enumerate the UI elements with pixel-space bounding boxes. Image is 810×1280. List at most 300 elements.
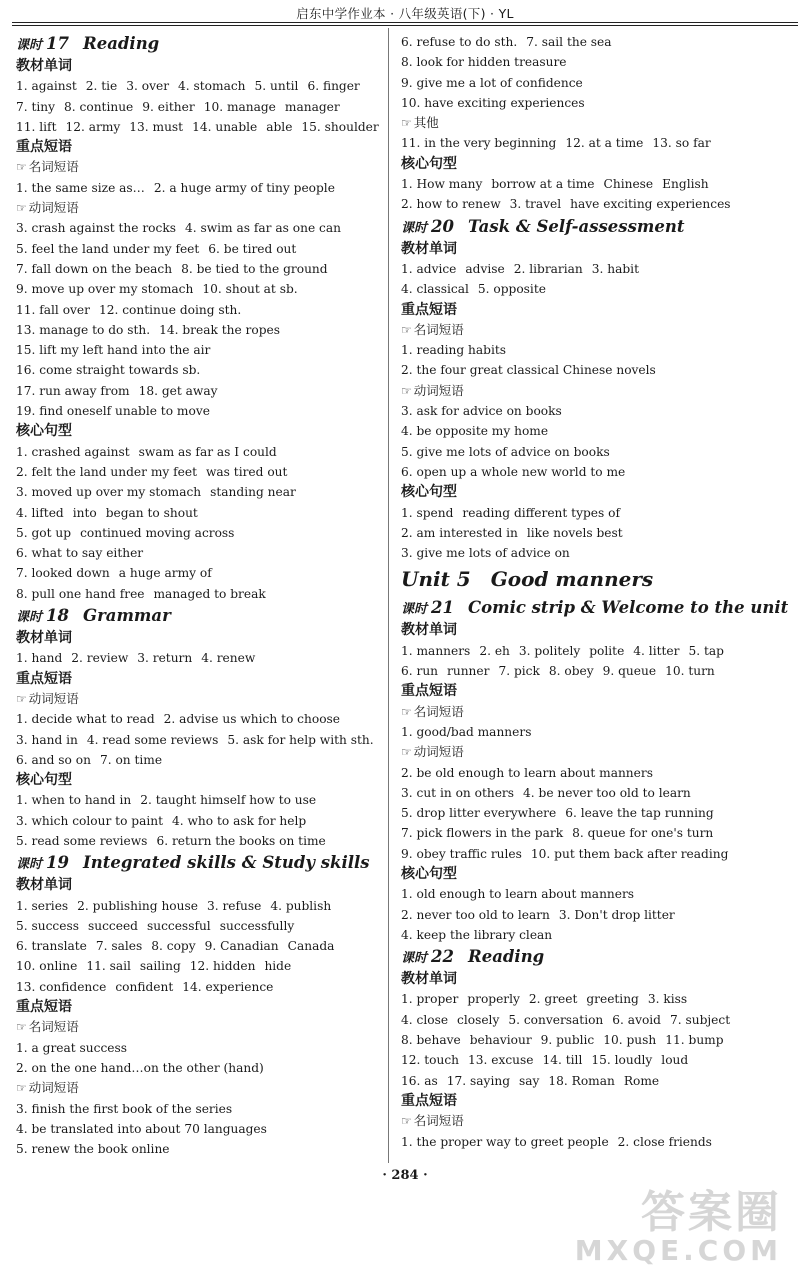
answer-line: [16, 503, 381, 523]
answer-item: swam as far as I could: [138, 444, 277, 459]
answer-item: 18. get away: [138, 383, 218, 398]
answer-line: [16, 956, 381, 976]
answer-item: 2. greet: [528, 992, 578, 1007]
lesson-heading: [16, 32, 381, 56]
page-number: · 284 ·: [382, 1168, 428, 1183]
answer-item: 5. success: [16, 918, 79, 933]
answer-item: 6. and so on: [16, 752, 91, 767]
answer-item: was tired out: [205, 464, 288, 479]
answer-line: [16, 442, 381, 462]
answer-item: 3. give me lots of advice on: [401, 546, 570, 561]
answer-item: confident: [115, 979, 174, 994]
answer-item: 6. be tired out: [208, 241, 297, 256]
answer-line: [401, 823, 796, 843]
section-heading: 核心句型: [401, 155, 457, 172]
answer-item: 1. How many: [401, 177, 483, 192]
answer-item: 4. renew: [201, 651, 256, 666]
section-heading: 核心句型: [401, 865, 457, 882]
lesson-title: Comic strip & Welcome to the unit: [467, 598, 789, 618]
answer-item: 16. as: [401, 1073, 438, 1088]
answer-item: 14. till: [542, 1053, 583, 1068]
answer-line: [401, 73, 796, 93]
section-heading: 核心句型: [16, 423, 72, 440]
subsection-heading: [401, 320, 796, 340]
answer-line: [401, 279, 796, 299]
subsection-heading: [16, 1078, 381, 1098]
answer-item: hide: [264, 959, 292, 974]
answer-line: [16, 709, 381, 729]
pointing-hand-icon: ☞: [16, 201, 27, 216]
answer-item: 6. avoid: [612, 1012, 661, 1027]
answer-item: 11. sail: [86, 959, 131, 974]
answer-item: 2. never too old to learn: [401, 907, 550, 922]
answer-item: 2. librarian: [513, 261, 583, 276]
lesson-tag: 课时: [16, 857, 43, 873]
lesson-title: Task & Self-assessment: [467, 216, 685, 236]
answer-item: 3. over: [126, 79, 170, 94]
answer-item: 5. read some reviews: [16, 833, 148, 848]
subsection-heading: [16, 689, 381, 709]
answer-line: [16, 1099, 381, 1119]
answer-item: 7. sail the sea: [526, 35, 612, 49]
answer-line: [16, 896, 381, 916]
answer-item: 8. look for hidden treasure: [401, 55, 567, 70]
answer-line: [401, 1030, 796, 1050]
answer-item: 7. tiny: [16, 99, 56, 114]
section-heading: 教材单词: [16, 630, 72, 647]
answer-item: 1. against: [16, 79, 77, 94]
answer-item: successfully: [219, 918, 295, 933]
answer-item: 2. review: [71, 651, 129, 666]
answer-item: into: [72, 505, 97, 520]
answer-item: 5. got up: [16, 525, 72, 540]
answer-item: have exciting experiences: [570, 197, 731, 212]
section-heading: 重点短语: [16, 670, 72, 687]
answer-item: 1. a great success: [16, 1040, 127, 1055]
answer-item: loud: [661, 1053, 689, 1068]
answer-line: [401, 340, 796, 360]
answer-line: [16, 916, 381, 936]
section-heading: 教材单词: [401, 240, 457, 257]
answer-item: 1. spend: [401, 505, 454, 520]
answer-item: 6. refuse to do sth.: [401, 35, 518, 49]
answer-line: [16, 977, 381, 997]
answer-line: [401, 989, 796, 1009]
answer-item: 7. pick flowers in the park: [401, 826, 564, 841]
answer-item: 4. be translated into about 70 languages: [16, 1121, 267, 1136]
answer-item: 5. opposite: [477, 282, 546, 297]
answer-item: 6. leave the tap running: [565, 806, 714, 821]
lesson-heading: [16, 604, 381, 628]
answer-item: reading different types of: [462, 505, 620, 520]
answer-item: 15. shoulder: [301, 119, 379, 134]
answer-line: [401, 803, 796, 823]
pointing-hand-icon: ☞: [401, 1114, 412, 1129]
lesson-number: 19: [46, 853, 69, 873]
answer-item: 2. tie: [85, 79, 118, 94]
lesson-tag: 课时: [401, 951, 428, 967]
answer-line: [16, 730, 381, 750]
subsection-heading: [16, 1017, 381, 1037]
answer-item: 4. be never too old to learn: [523, 785, 691, 800]
answer-item: polite: [589, 643, 625, 658]
answer-line: [401, 722, 796, 742]
answer-item: say: [519, 1073, 540, 1088]
answer-item: able: [266, 119, 293, 134]
lesson-heading: [16, 851, 381, 875]
answer-item: 7. sales: [95, 939, 143, 954]
answer-item: 4. be opposite my home: [401, 424, 549, 439]
header-rule-thin: [12, 25, 798, 26]
answer-item: succeed: [87, 918, 138, 933]
answer-item: 3. kiss: [647, 992, 688, 1007]
answer-item: greeting: [586, 992, 639, 1007]
answer-line: [401, 844, 796, 864]
answer-item: 1. crashed against: [16, 444, 130, 459]
answer-item: 18. Roman: [548, 1073, 615, 1088]
answer-item: manager: [284, 99, 340, 114]
answer-line: [16, 831, 381, 851]
pointing-hand-icon: ☞: [16, 1081, 27, 1096]
section-heading: 教材单词: [16, 877, 72, 894]
answer-line: [401, 133, 796, 153]
answer-item: 6. translate: [16, 939, 87, 954]
answer-item: 2. how to renew: [401, 197, 501, 212]
answer-item: 1. old enough to learn about manners: [401, 887, 635, 902]
answer-item: closely: [457, 1012, 500, 1027]
answer-item: 6. open up a whole new world to me: [401, 464, 626, 479]
section-heading: 重点短语: [401, 683, 457, 700]
answer-item: 5. tap: [688, 643, 724, 658]
answer-item: sailing: [139, 959, 181, 974]
answer-item: 5. conversation: [508, 1012, 604, 1027]
answer-line: [401, 1050, 796, 1070]
answer-item: 3. hand in: [16, 732, 78, 747]
answer-line: [16, 97, 381, 117]
answer-item: 8. be tied to the ground: [181, 261, 328, 276]
unit-title: Good manners: [490, 567, 654, 592]
answer-item: 17. saying: [446, 1073, 510, 1088]
answer-line: [16, 936, 381, 956]
answer-item: 9. either: [142, 99, 195, 114]
answer-line: [401, 462, 796, 482]
answer-line: [401, 421, 796, 441]
answer-item: 1. series: [16, 898, 69, 913]
answer-item: 4. litter: [633, 643, 680, 658]
answer-item: standing near: [210, 485, 296, 500]
answer-item: managed to break: [153, 586, 266, 601]
answer-item: 2. close friends: [617, 1134, 712, 1149]
subsection-label: 动词短语: [28, 1080, 79, 1096]
answer-line: [16, 360, 381, 380]
answer-item: 2. publishing house: [77, 898, 198, 913]
pointing-hand-icon: ☞: [401, 745, 412, 760]
answer-item: 5. until: [254, 79, 299, 94]
pointing-hand-icon: ☞: [16, 160, 27, 175]
answer-item: Canada: [287, 939, 335, 954]
answer-item: 3. which colour to paint: [16, 813, 163, 828]
answer-line: [16, 218, 381, 238]
answer-item: 8. copy: [151, 939, 196, 954]
section-heading: 核心句型: [16, 772, 72, 789]
answer-item: 9. Canadian: [204, 939, 279, 954]
answer-item: 2. be old enough to learn about manners: [401, 765, 653, 780]
lesson-title: Reading: [467, 947, 545, 967]
answer-item: 3. ask for advice on books: [401, 404, 562, 419]
answer-item: 10. online: [16, 959, 78, 974]
answer-item: 7. on time: [99, 752, 163, 767]
answer-item: 7. subject: [670, 1012, 731, 1027]
lesson-title: Grammar: [82, 606, 171, 626]
answer-line: [16, 563, 381, 583]
answer-item: 3. moved up over my stomach: [16, 485, 202, 500]
answer-item: 4. stomach: [178, 79, 246, 94]
answer-item: 4. publish: [270, 898, 332, 913]
answer-item: 7. pick: [498, 664, 540, 679]
answer-item: 11. in the very beginning: [401, 136, 557, 151]
answer-line: [16, 300, 381, 320]
answer-item: 1. good/bad manners: [401, 724, 532, 739]
answer-item: borrow at a time: [491, 177, 595, 192]
answer-item: 8. behave: [401, 1033, 461, 1048]
answer-item: 14. unable: [192, 119, 258, 134]
left-column: [16, 32, 381, 1159]
answer-item: 1. the proper way to greet people: [401, 1134, 609, 1149]
answer-item: 17. run away from: [16, 383, 130, 398]
answer-item: 19. find oneself unable to move: [16, 404, 210, 419]
answer-line: [401, 905, 796, 925]
answer-item: Rome: [623, 1073, 660, 1088]
subsection-label: 名词短语: [413, 1113, 464, 1129]
answer-item: 7. fall down on the beach: [16, 261, 173, 276]
answer-item: 2. a huge army of tiny people: [153, 180, 335, 195]
answer-item: 1. decide what to read: [16, 712, 155, 727]
answer-line: [401, 52, 796, 72]
answer-item: 11. bump: [665, 1033, 724, 1048]
answer-item: a huge army of: [118, 566, 212, 581]
unit-label: Unit 5: [401, 567, 471, 592]
subsection-heading: [401, 1111, 796, 1131]
answer-item: 4. classical: [401, 282, 469, 297]
section-heading: 重点短语: [401, 1092, 457, 1109]
lesson-number: 21: [431, 598, 454, 618]
lesson-heading: [401, 945, 796, 969]
pointing-hand-icon: ☞: [16, 691, 27, 706]
pointing-hand-icon: ☞: [401, 704, 412, 719]
answer-item: continued moving across: [80, 525, 235, 540]
subsection-heading: [401, 742, 796, 762]
answer-item: 13. so far: [652, 136, 711, 151]
answer-item: 2. eh: [479, 643, 510, 658]
answer-item: 15. lift my left hand into the air: [16, 343, 211, 358]
answer-line: [401, 503, 796, 523]
answer-item: 9. give me a lot of confidence: [401, 75, 583, 90]
answer-item: 12. touch: [401, 1053, 460, 1068]
section-heading: 教材单词: [401, 622, 457, 639]
answer-line: [401, 641, 796, 661]
pointing-hand-icon: ☞: [16, 1020, 27, 1035]
answer-item: 6. run: [401, 664, 439, 679]
answer-item: 1. hand: [16, 651, 63, 666]
answer-item: advise: [465, 261, 505, 276]
answer-item: 4. read some reviews: [86, 732, 219, 747]
answer-item: 4. who to ask for help: [172, 813, 307, 828]
answer-line: [401, 1071, 796, 1091]
answer-item: 8. queue for one's turn: [572, 826, 714, 841]
answer-item: 3. crash against the rocks: [16, 221, 176, 236]
answer-line: [16, 750, 381, 770]
answer-item: 8. obey: [548, 664, 594, 679]
answer-item: 9. queue: [602, 664, 657, 679]
answer-item: successful: [146, 918, 211, 933]
answer-line: [16, 648, 381, 668]
answer-line: [401, 259, 796, 279]
answer-line: [16, 543, 381, 563]
answer-item: Chinese: [603, 177, 654, 192]
answer-item: 4. lifted: [16, 505, 64, 520]
lesson-heading: [401, 596, 796, 620]
answer-item: 10. have exciting experiences: [401, 95, 585, 110]
answer-item: 14. experience: [182, 979, 274, 994]
answer-item: 4. keep the library clean: [401, 927, 553, 942]
answer-item: 1. proper: [401, 992, 459, 1007]
answer-line: [16, 1139, 381, 1159]
subsection-label: 名词短语: [413, 321, 464, 337]
section-heading: 教材单词: [401, 971, 457, 988]
answer-line: [16, 381, 381, 401]
answer-item: 5. drop litter everywhere: [401, 806, 557, 821]
answer-line: [401, 1132, 796, 1152]
answer-item: 3. travel: [509, 197, 562, 212]
answer-line: [16, 1038, 381, 1058]
answer-item: 7. looked down: [16, 566, 110, 581]
answer-item: 4. close: [401, 1012, 449, 1027]
answer-line: [401, 32, 796, 52]
answer-line: [16, 340, 381, 360]
answer-line: [16, 482, 381, 502]
answer-line: [401, 661, 796, 681]
answer-item: 2. felt the land under my feet: [16, 464, 197, 479]
answer-line: [401, 925, 796, 945]
answer-item: 4. swim as far as one can: [184, 221, 341, 236]
lesson-number: 17: [46, 34, 69, 53]
answer-item: behaviour: [469, 1033, 532, 1048]
section-heading: 核心句型: [401, 484, 457, 501]
answer-item: 3. politely: [518, 643, 581, 658]
unit-heading: [401, 563, 796, 596]
answer-line: [16, 76, 381, 96]
answer-item: 1. reading habits: [401, 343, 506, 358]
answer-item: 10. push: [603, 1033, 657, 1048]
answer-line: [401, 442, 796, 462]
lesson-number: 18: [46, 606, 69, 626]
answer-item: 12. army: [65, 119, 121, 134]
answer-item: 10. put them back after reading: [530, 846, 729, 861]
right-column: [401, 32, 796, 1152]
answer-item: 13. manage to do sth.: [16, 322, 151, 337]
answer-item: 1. advice: [401, 261, 457, 276]
answer-item: 10. turn: [665, 664, 715, 679]
answer-line: [401, 884, 796, 904]
lesson-tag: 课时: [16, 610, 43, 626]
answer-line: [401, 783, 796, 803]
answer-item: 9. obey traffic rules: [401, 846, 522, 861]
answer-item: 13. must: [129, 119, 184, 134]
subsection-label: 名词短语: [28, 1019, 79, 1035]
answer-line: [16, 790, 381, 810]
answer-line: [16, 523, 381, 543]
answer-line: [16, 811, 381, 831]
answer-item: 11. lift: [16, 119, 57, 134]
answer-item: like novels best: [526, 525, 623, 540]
header-rule: [12, 22, 798, 23]
answer-item: 1. the same size as…: [16, 180, 145, 195]
answer-item: 9. public: [540, 1033, 595, 1048]
answer-line: [16, 462, 381, 482]
answer-item: 11. fall over: [16, 302, 90, 317]
answer-line: [401, 194, 796, 214]
section-heading: 重点短语: [16, 139, 72, 156]
answer-line: [401, 763, 796, 783]
answer-line: [401, 360, 796, 380]
subsection-label: 名词短语: [413, 703, 464, 719]
lesson-number: 22: [431, 947, 454, 967]
lesson-tag: 课时: [16, 38, 43, 53]
answer-item: 6. return the books on time: [156, 833, 326, 848]
answer-item: 8. continue: [64, 99, 134, 114]
subsection-label: 名词短语: [28, 159, 79, 175]
answer-line: [401, 1010, 796, 1030]
subsection-label: 动词短语: [28, 690, 79, 706]
lesson-title: Integrated skills & Study skills: [82, 853, 370, 873]
subsection-label: 动词短语: [413, 382, 464, 398]
answer-item: 6. what to say either: [16, 546, 144, 561]
answer-line: [401, 543, 796, 563]
answer-item: 5. feel the land under my feet: [16, 241, 200, 256]
answer-item: 9. move up over my stomach: [16, 282, 194, 297]
answer-item: 1. manners: [401, 643, 471, 658]
answer-item: 3. refuse: [206, 898, 262, 913]
answer-line: [16, 1119, 381, 1139]
subsection-heading: [16, 157, 381, 177]
answer-line: [401, 174, 796, 194]
answer-item: 3. Don't drop litter: [558, 907, 675, 922]
pointing-hand-icon: ☞: [401, 116, 412, 131]
answer-item: 14. break the ropes: [159, 322, 280, 337]
subsection-label: 其他: [413, 115, 439, 131]
answer-item: began to shout: [105, 505, 198, 520]
answer-item: English: [662, 177, 709, 192]
answer-line: [16, 279, 381, 299]
answer-item: runner: [447, 664, 490, 679]
subsection-heading: [401, 702, 796, 722]
answer-item: 10. manage: [203, 99, 276, 114]
section-heading: 重点短语: [16, 999, 72, 1016]
answer-item: 2. advise us which to choose: [163, 712, 340, 727]
answer-line: [401, 401, 796, 421]
column-divider: [388, 28, 389, 1163]
answer-item: 3. finish the first book of the series: [16, 1101, 233, 1116]
lesson-tag: 课时: [401, 220, 428, 236]
answer-item: 6. finger: [307, 79, 360, 94]
answer-item: 3. habit: [591, 261, 639, 276]
section-heading: 教材单词: [16, 58, 72, 74]
answer-item: 2. on the one hand…on the other (hand): [16, 1060, 264, 1075]
answer-item: 15. loudly: [591, 1053, 653, 1068]
answer-line: [16, 259, 381, 279]
answer-line: [16, 401, 381, 421]
subsection-heading: [401, 381, 796, 401]
